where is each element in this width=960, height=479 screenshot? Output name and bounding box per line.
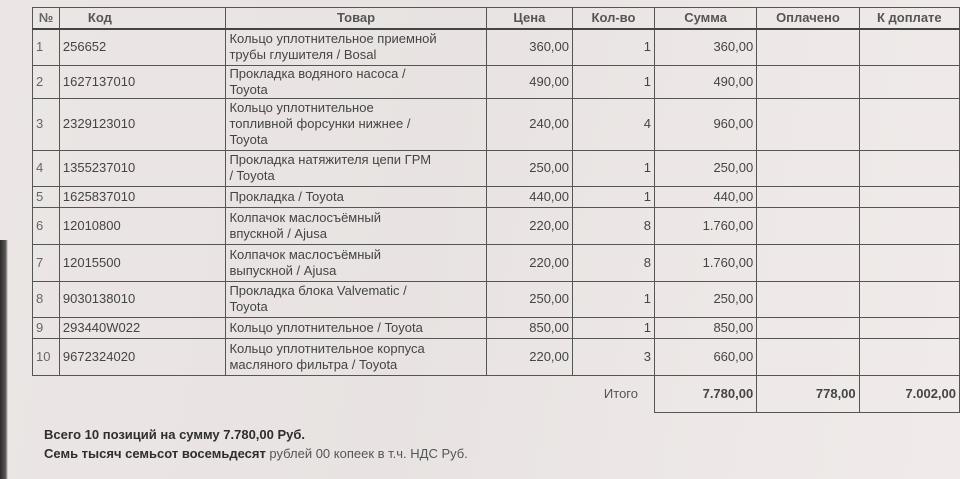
row-name-line: Toyota [229, 132, 268, 147]
row-code: 2329123010 [59, 98, 226, 150]
row-num: 6 [33, 207, 60, 244]
row-num: 1 [33, 29, 60, 65]
row-price: 360,00 [486, 29, 572, 65]
row-qty: 1 [573, 317, 655, 338]
header-sum: Сумма [655, 8, 757, 30]
row-price: 250,00 [486, 281, 572, 317]
row-num: 7 [33, 244, 60, 281]
row-price: 240,00 [486, 98, 572, 150]
header-paid: Оплачено [757, 8, 859, 30]
row-name-line: Кольцо уплотнительное корпуса [229, 340, 425, 356]
header-due: К доплате [859, 8, 959, 30]
table-row [33, 244, 960, 281]
row-qty: 8 [573, 244, 655, 281]
row-name-line: Колпачок маслосъёмный [229, 246, 382, 262]
row-due [859, 317, 959, 338]
summary-line: Всего 10 позиций на сумму 7.780,00 Руб. [44, 427, 306, 442]
row-name-line: Прокладка блока Valvematic / [229, 283, 407, 298]
row-num: 9 [33, 317, 60, 338]
row-paid [757, 150, 859, 186]
row-price: 490,00 [486, 65, 572, 98]
row-num: 4 [33, 150, 60, 186]
row-code: 1355237010 [59, 150, 226, 186]
row-qty: 8 [573, 207, 655, 244]
row-name-line: / Toyota [229, 168, 275, 183]
row-name [226, 317, 486, 338]
header-num: № [33, 8, 60, 30]
row-qty: 1 [573, 186, 655, 207]
row-due [859, 29, 959, 65]
row-name-line: Кольцо уплотнительное приемной [229, 31, 437, 47]
row-name-line: Прокладка / Toyota [229, 188, 344, 204]
row-name-line: топливной форсунки нижнее / [229, 116, 411, 131]
row-paid [757, 65, 859, 98]
row-paid [757, 317, 859, 338]
invoice-table [32, 7, 960, 413]
row-name-line: Кольцо уплотнительное / Toyota [229, 319, 423, 335]
row-sum: 1.760,00 [655, 244, 757, 281]
row-due [859, 281, 959, 317]
header-code: Код [59, 8, 226, 30]
row-sum: 660,00 [655, 338, 757, 375]
row-paid [757, 281, 859, 317]
row-name [226, 150, 486, 186]
row-num: 2 [33, 65, 60, 98]
row-qty: 3 [573, 338, 655, 375]
row-code: 293440W022 [59, 317, 226, 338]
row-paid [757, 338, 859, 375]
row-qty: 1 [573, 29, 655, 65]
row-sum: 490,00 [655, 65, 757, 98]
table-row [33, 338, 960, 375]
header-name: Товар [226, 8, 486, 30]
total-paid: 778,00 [757, 375, 859, 412]
row-num: 3 [33, 98, 60, 150]
row-name [226, 65, 486, 98]
table-row [33, 150, 960, 186]
row-name [226, 186, 486, 207]
row-price: 220,00 [486, 244, 572, 281]
row-due [859, 65, 959, 98]
row-due [859, 98, 959, 150]
row-qty: 1 [573, 150, 655, 186]
row-name-line: Колпачок маслосъёмный [229, 209, 382, 225]
table-row [33, 186, 960, 207]
row-num: 8 [33, 281, 60, 317]
row-price: 440,00 [486, 186, 572, 207]
row-name-line: Прокладка водяного насоса / [229, 65, 406, 81]
dark-background-edge [0, 240, 8, 479]
row-name-line: трубы глушителя / Bosal [229, 47, 377, 63]
row-due [859, 244, 959, 281]
row-name-line: Кольцо уплотнительное [229, 100, 374, 115]
row-due [859, 186, 959, 207]
table-row [33, 98, 960, 150]
total-sum: 7.780,00 [655, 375, 757, 412]
row-paid [757, 98, 859, 150]
row-code: 12015500 [59, 244, 226, 281]
amount-in-words-bold: Семь тысяч семьсот восемьдесят [44, 446, 266, 461]
row-name [226, 207, 486, 244]
table-row [33, 65, 960, 98]
row-name [226, 281, 486, 317]
table-row [33, 281, 960, 317]
row-name-line: Toyota [229, 81, 268, 97]
row-code: 12010800 [59, 207, 226, 244]
row-num: 10 [33, 338, 60, 375]
row-sum: 1.760,00 [655, 207, 757, 244]
table-header-row [33, 8, 960, 30]
row-paid [757, 29, 859, 65]
row-name-line: выпускной / Ajusa [229, 262, 337, 278]
row-sum: 250,00 [655, 281, 757, 317]
table-row [33, 317, 960, 338]
row-code: 256652 [59, 29, 226, 65]
header-qty: Кол-во [573, 8, 655, 30]
row-due [859, 207, 959, 244]
row-due [859, 338, 959, 375]
row-sum: 360,00 [655, 29, 757, 65]
row-num: 5 [33, 186, 60, 207]
row-qty: 4 [573, 98, 655, 150]
row-code: 9672324020 [59, 338, 226, 375]
row-name-line: Прокладка натяжителя цепи ГРМ [229, 152, 432, 167]
row-name [226, 338, 486, 375]
row-qty: 1 [573, 281, 655, 317]
row-code: 9030138010 [59, 281, 226, 317]
row-price: 220,00 [486, 338, 572, 375]
row-paid [757, 186, 859, 207]
amount-in-words-rest: рублей 00 копеек в т.ч. НДС Руб. [265, 446, 468, 461]
row-due [859, 150, 959, 186]
row-name-line: масляного фильтра / Toyota [229, 356, 398, 372]
row-qty: 1 [573, 65, 655, 98]
row-name [226, 244, 486, 281]
table-row [33, 29, 960, 65]
row-name [226, 98, 486, 150]
row-code: 1627137010 [59, 65, 226, 98]
row-name-line: впускной / Ajusa [229, 225, 327, 241]
total-label: Итого [603, 385, 638, 401]
row-sum: 440,00 [655, 186, 757, 207]
row-price: 250,00 [486, 150, 572, 186]
row-paid [757, 244, 859, 281]
header-price: Цена [486, 8, 572, 30]
row-name [226, 29, 486, 65]
row-price: 850,00 [486, 317, 572, 338]
row-sum: 250,00 [655, 150, 757, 186]
row-code: 1625837010 [59, 186, 226, 207]
total-row [33, 375, 960, 412]
row-name-line: Toyota [229, 299, 268, 314]
row-sum: 960,00 [655, 98, 757, 150]
amount-in-words [44, 446, 468, 461]
total-due: 7.002,00 [859, 375, 959, 412]
table-row [33, 207, 960, 244]
row-sum: 850,00 [655, 317, 757, 338]
row-paid [757, 207, 859, 244]
row-price: 220,00 [486, 207, 572, 244]
